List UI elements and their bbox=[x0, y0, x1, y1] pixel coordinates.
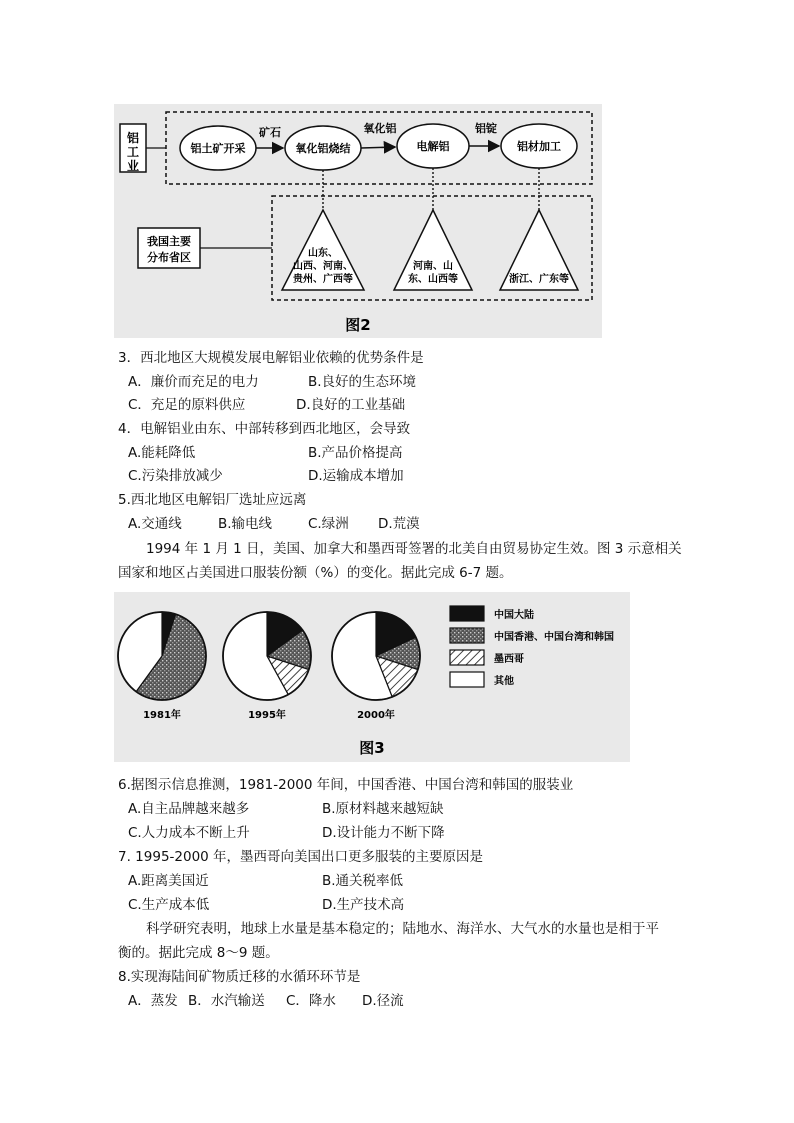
q5-option-d: D.荒漠 bbox=[378, 516, 420, 532]
arrow-label-alumina: 氧化铝 bbox=[363, 122, 397, 135]
legend-label-3: 其他 bbox=[494, 676, 514, 687]
q8-option-b: B．水汽输送 bbox=[188, 993, 265, 1009]
triangle-2-line-0: 浙江、广东等 bbox=[509, 274, 569, 285]
q7-option-d: D.生产技术高 bbox=[322, 897, 405, 913]
q3-option-b: B.良好的生态环境 bbox=[308, 374, 417, 390]
arrow-label-ore: 矿石 bbox=[259, 126, 281, 139]
q4-stem: 4．电解铝业由东、中部转移到西北地区，会导致 bbox=[118, 421, 411, 437]
intro-8-9-line2: 衡的。据此完成 8～9 题。 bbox=[118, 945, 279, 961]
q4-option-a: A.能耗降低 bbox=[128, 445, 196, 461]
q5-option-b: B.输电线 bbox=[218, 516, 273, 532]
intro-8-9-line1: 科学研究表明，地球上水量是基本稳定的；陆地水、海洋水、大气水的水量也是相于平 bbox=[146, 921, 659, 937]
legend-label-2: 墨西哥 bbox=[494, 654, 524, 665]
q5-option-a: A.交通线 bbox=[128, 516, 182, 532]
intro-6-7-line1: 1994 年 1 月 1 日，美国、加拿大和墨西哥签署的北美自由贸易协定生效。图 3 示意相关 bbox=[146, 541, 682, 557]
aluminium-industry-diagram bbox=[114, 104, 602, 338]
q8-option-a: A．蒸发 bbox=[128, 993, 178, 1009]
q5-option-c: C.绿洲 bbox=[308, 516, 349, 532]
q6-option-d: D.设计能力不断下降 bbox=[322, 825, 445, 841]
triangle-0-line-0: 山东、 bbox=[308, 248, 338, 259]
industry-label-3: 业 bbox=[126, 159, 140, 173]
triangle-1-line-1: 东、山西等 bbox=[408, 274, 458, 285]
figure-2 bbox=[114, 104, 602, 338]
legend-label-0: 中国大陆 bbox=[494, 610, 534, 621]
q3-option-a: A．廉价而充足的电力 bbox=[128, 374, 259, 390]
pie-year-label-0: 1981年 bbox=[143, 710, 181, 721]
legend-swatch-1 bbox=[450, 628, 484, 643]
q3-stem: 3．西北地区大规模发展电解铝业依赖的优势条件是 bbox=[118, 350, 424, 366]
arrow-label-ingot: 铝锭 bbox=[475, 122, 497, 135]
q6-stem: 6.据图示信息推测，1981-2000 年间，中国香港、中国台湾和韩国的服装业 bbox=[118, 777, 574, 793]
provinces-label-line2: 分布省区 bbox=[147, 251, 191, 264]
q8-option-c: C．降水 bbox=[286, 993, 336, 1009]
figure-3-caption: 图3 bbox=[359, 739, 385, 757]
q8-option-d: D.径流 bbox=[362, 993, 404, 1009]
figure-2-caption: 图2 bbox=[345, 316, 371, 334]
legend-label-1: 中国香港、中国台湾和韩国 bbox=[494, 632, 614, 643]
legend-swatch-2 bbox=[450, 650, 484, 665]
q6-option-b: B.原材料越来越短缺 bbox=[322, 801, 444, 817]
chain-label-mining: 铝土矿开采 bbox=[190, 142, 246, 155]
chain-label-processing: 铝材加工 bbox=[517, 140, 561, 153]
q5-stem: 5.西北地区电解铝厂选址应远离 bbox=[118, 492, 307, 508]
q7-option-b: B.通关税率低 bbox=[322, 873, 404, 889]
industry-label-2: 工 bbox=[126, 145, 140, 159]
q7-option-c: C.生产成本低 bbox=[128, 897, 210, 913]
figure-3 bbox=[114, 592, 630, 762]
legend-swatch-3 bbox=[450, 672, 484, 687]
q4-option-d: D.运输成本增加 bbox=[308, 468, 404, 484]
triangle-1-line-0: 河南、山 bbox=[413, 261, 453, 272]
q6-option-a: A.自主品牌越来越多 bbox=[128, 801, 250, 817]
pie-chart-figure bbox=[114, 592, 630, 762]
q8-stem: 8.实现海陆间矿物质迁移的水循环环节是 bbox=[118, 969, 361, 985]
pie-year-label-2: 2000年 bbox=[357, 710, 395, 721]
q4-option-b: B.产品价格提高 bbox=[308, 445, 403, 461]
q3-option-c: C．充足的原料供应 bbox=[128, 397, 246, 413]
legend-swatch-0 bbox=[450, 606, 484, 621]
chain-label-alumina: 氧化铝烧结 bbox=[295, 142, 351, 155]
triangle-0-line-1: 山西、河南、 bbox=[293, 261, 353, 272]
q7-stem: 7. 1995-2000 年，墨西哥向美国出口更多服装的主要原因是 bbox=[118, 849, 484, 865]
triangle-processing-text bbox=[509, 272, 569, 285]
intro-6-7-line2: 国家和地区占美国进口服装份额（%）的变化。据此完成 6-7 题。 bbox=[118, 565, 513, 581]
q7-option-a: A.距离美国近 bbox=[128, 873, 209, 889]
q6-option-c: C.人力成本不断上升 bbox=[128, 825, 250, 841]
arrow-alumina bbox=[361, 147, 395, 148]
q3-option-d: D.良好的工业基础 bbox=[296, 397, 406, 413]
q4-option-c: C.污染排放减少 bbox=[128, 468, 223, 484]
provinces-label-line1: 我国主要 bbox=[147, 235, 191, 248]
industry-label-1: 铝 bbox=[126, 131, 140, 145]
pie-year-label-1: 1995年 bbox=[248, 710, 286, 721]
triangle-0-line-2: 贵州、广西等 bbox=[293, 274, 353, 285]
chain-label-electrolysis: 电解铝 bbox=[416, 140, 450, 153]
